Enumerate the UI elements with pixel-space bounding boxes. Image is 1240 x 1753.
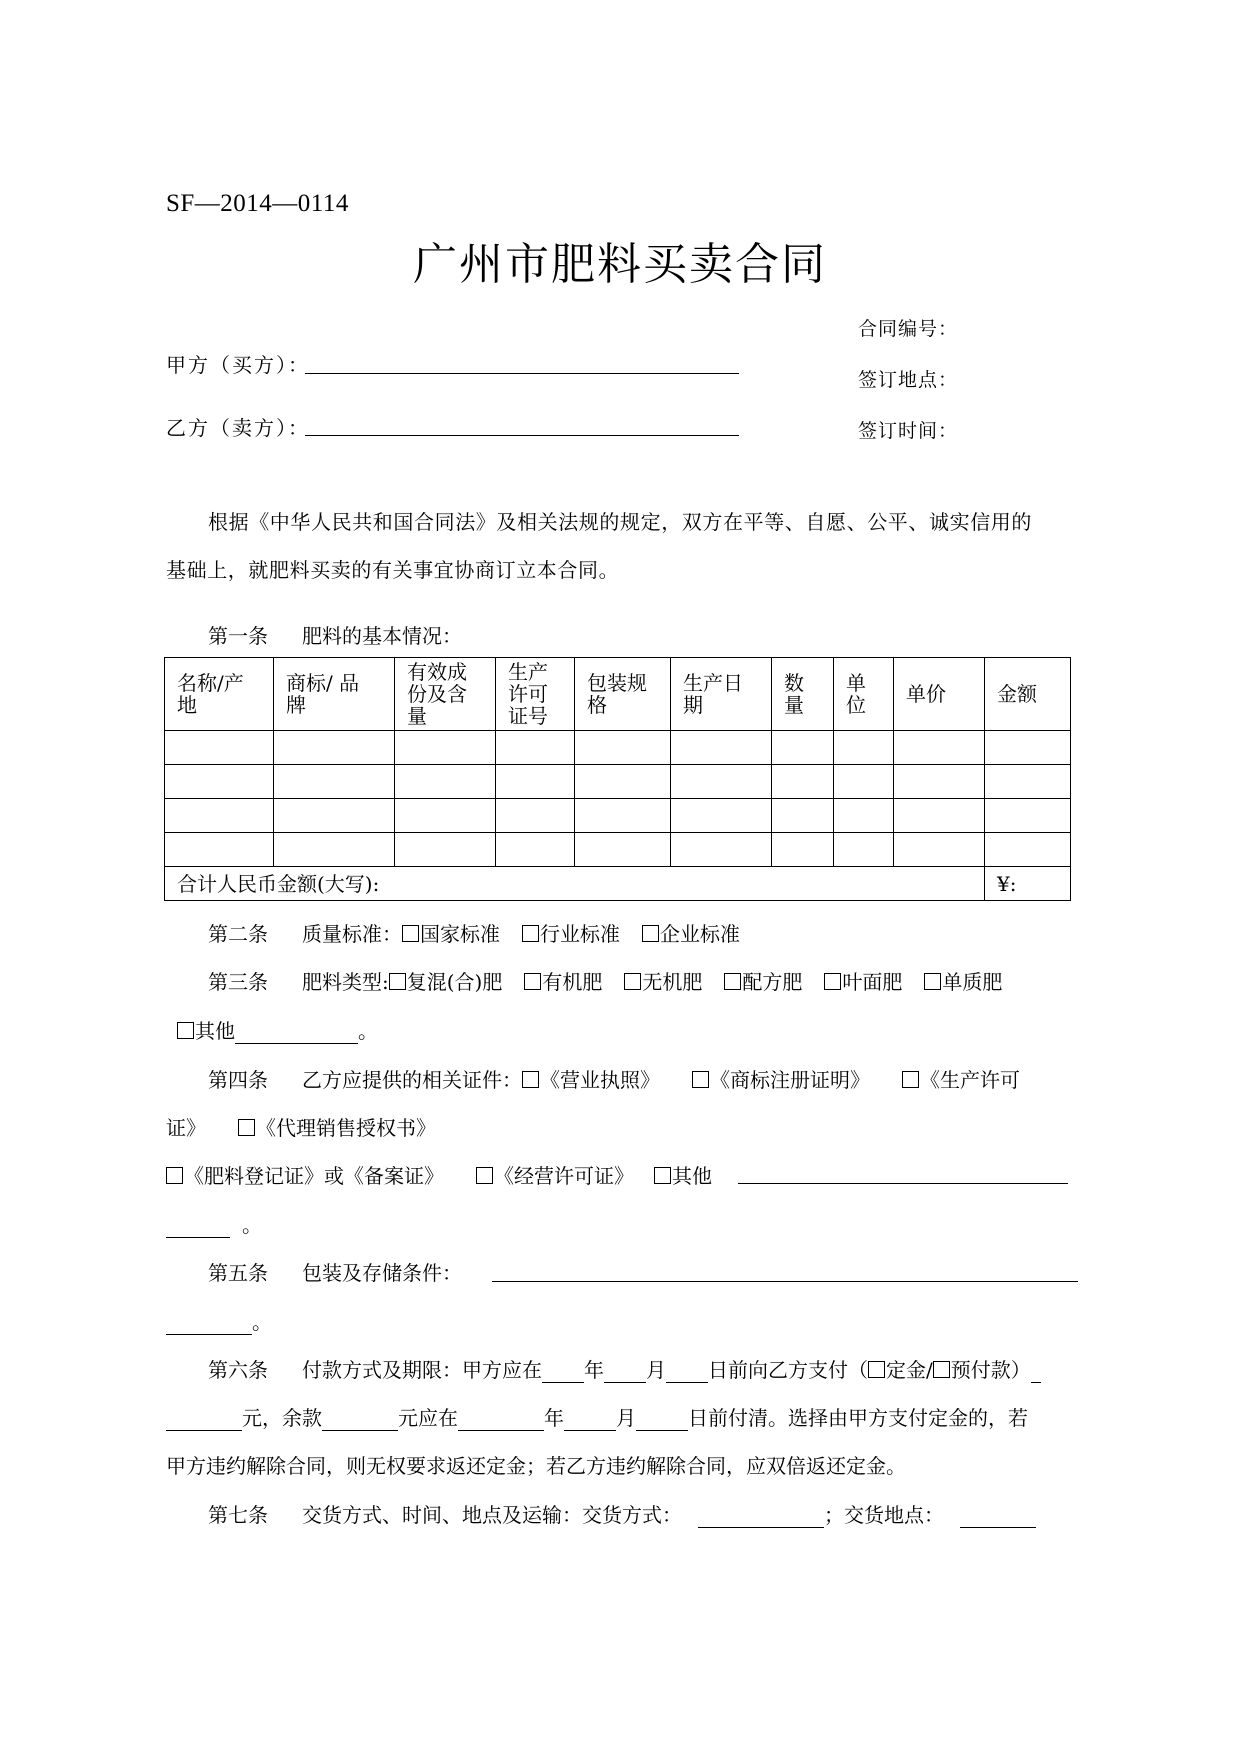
article-1-number: 第一条 xyxy=(208,624,268,648)
article-1 xyxy=(208,620,462,649)
contract-title: 广州市肥料买卖合同 xyxy=(413,239,827,290)
option-trademark: 《商标注册证明》 xyxy=(710,1068,870,1092)
article-4-line-2 xyxy=(166,1112,436,1141)
checkbox-industry-standard[interactable] xyxy=(522,925,539,942)
article-5-number: 第五条 xyxy=(208,1261,268,1285)
buyer-label: 甲方（买方）： xyxy=(166,353,310,377)
article-4-label: 乙方应提供的相关证件： xyxy=(302,1068,522,1092)
checkbox-production-license[interactable] xyxy=(902,1071,919,1088)
option-prepayment: 预付款） xyxy=(950,1358,1031,1382)
checkbox-deposit[interactable] xyxy=(868,1361,885,1378)
other-document-blank-cont[interactable] xyxy=(166,1215,230,1238)
article-2-number: 第二条 xyxy=(208,922,268,946)
balance-amount-blank[interactable] xyxy=(322,1408,398,1431)
checkbox-other-document[interactable] xyxy=(654,1167,671,1184)
pay-month-blank[interactable] xyxy=(604,1360,646,1383)
header-content: 有效成 份及含 量 xyxy=(395,658,496,731)
article-6-line-2 xyxy=(166,1402,1028,1431)
checkbox-agency-authorization[interactable] xyxy=(238,1119,255,1136)
checkbox-single[interactable] xyxy=(924,973,941,990)
article-5-line-2 xyxy=(166,1306,272,1335)
header-quantity: 数 量 xyxy=(772,658,834,731)
article-5-end: 。 xyxy=(252,1310,272,1334)
article-2 xyxy=(208,918,740,947)
header-amount: 金额 xyxy=(985,658,1071,731)
header-packaging: 包装规 格 xyxy=(575,658,671,731)
header-production-date: 生产日 期 xyxy=(671,658,772,731)
year-label: 年 xyxy=(584,1358,604,1382)
article-5 xyxy=(208,1257,462,1286)
option-industry-standard: 行业标准 xyxy=(540,922,620,946)
total-label: 合计人民币金额(大写): xyxy=(165,867,985,901)
year-label-2: 年 xyxy=(544,1406,564,1430)
article-4 xyxy=(208,1064,1020,1093)
table-total-row xyxy=(165,867,1071,901)
option-production-license: 《生产许可 xyxy=(920,1068,1020,1092)
preamble-line-2: 基础上，就肥料买卖的有关事宜协商订立本合同。 xyxy=(166,558,620,582)
seller-label: 乙方（卖方）： xyxy=(166,416,310,440)
checkbox-enterprise-standard[interactable] xyxy=(642,925,659,942)
checkbox-formula[interactable] xyxy=(724,973,741,990)
month-label-2: 月 xyxy=(616,1406,636,1430)
checkbox-prepayment[interactable] xyxy=(933,1361,950,1378)
article-5-label: 包装及存储条件： xyxy=(302,1261,462,1285)
balance-month-blank[interactable] xyxy=(564,1408,616,1431)
option-operating-license: 《经营许可证》 xyxy=(494,1164,634,1188)
preamble-line-1: 根据《中华人民共和国合同法》及相关法规的规定，双方在平等、自愿、公平、诚实信用的 xyxy=(208,510,1032,534)
article-6-text-1: 付款方式及期限：甲方应在 xyxy=(302,1358,542,1382)
article-7 xyxy=(208,1499,1036,1528)
article-3-end: 。 xyxy=(358,1019,378,1043)
checkbox-trademark[interactable] xyxy=(692,1071,709,1088)
option-compound: 复混(合)肥 xyxy=(406,970,503,994)
article-3-number: 第三条 xyxy=(208,970,268,994)
option-single: 单质肥 xyxy=(942,970,1003,994)
checkbox-foliar[interactable] xyxy=(824,973,841,990)
article-4-end: 。 xyxy=(242,1213,262,1237)
article-6-text-4: 日前付清。选择由甲方支付定金的，若 xyxy=(688,1406,1028,1430)
checkbox-operating-license[interactable] xyxy=(476,1167,493,1184)
article-2-label: 质量标准： xyxy=(302,922,402,946)
article-6-number: 第六条 xyxy=(208,1358,268,1382)
checkbox-compound[interactable] xyxy=(389,973,406,990)
prepay-amount-blank[interactable] xyxy=(166,1408,242,1431)
delivery-method-blank[interactable] xyxy=(698,1505,824,1528)
table-row xyxy=(165,799,1071,833)
option-foliar: 叶面肥 xyxy=(842,970,903,994)
balance-year-blank[interactable] xyxy=(458,1408,544,1431)
header-license: 生产 许可 证号 xyxy=(496,658,575,731)
article-6 xyxy=(208,1354,1041,1383)
checkbox-inorganic[interactable] xyxy=(624,973,641,990)
article-6-line-3: 甲方违约解除合同，则无权要求返还定金；若乙方违约解除合同，应双倍返还定金。 xyxy=(166,1454,906,1478)
pay-year-blank[interactable] xyxy=(542,1360,584,1383)
option-production-license-end: 证》 xyxy=(166,1116,206,1140)
checkbox-business-license[interactable] xyxy=(522,1071,539,1088)
article-7-label: 交货方式、时间、地点及运输：交货方式： xyxy=(302,1503,682,1527)
article-4-number: 第四条 xyxy=(208,1068,268,1092)
month-label: 月 xyxy=(646,1358,666,1382)
table-row xyxy=(165,765,1071,799)
checkbox-other-type[interactable] xyxy=(177,1022,194,1039)
header-brand: 商标/ 品 牌 xyxy=(274,658,395,731)
option-deposit: 定金/ xyxy=(886,1358,933,1382)
document-code: SF—2014—0114 xyxy=(166,190,349,217)
option-other-type: 其他 xyxy=(195,1019,235,1043)
header-unit-price: 单价 xyxy=(894,658,985,731)
balance-day-blank[interactable] xyxy=(636,1408,688,1431)
option-other-document: 其他 xyxy=(672,1164,712,1188)
option-formula: 配方肥 xyxy=(742,970,803,994)
option-enterprise-standard: 企业标准 xyxy=(660,922,740,946)
table-header-row xyxy=(165,658,1071,731)
option-inorganic: 无机肥 xyxy=(642,970,703,994)
packaging-condition-line[interactable] xyxy=(492,1281,1078,1282)
checkbox-registration[interactable] xyxy=(166,1167,183,1184)
pay-day-blank[interactable] xyxy=(666,1360,708,1383)
total-currency: ¥: xyxy=(985,867,1071,901)
packaging-condition-blank-cont[interactable] xyxy=(166,1312,252,1335)
checkbox-organic[interactable] xyxy=(524,973,541,990)
other-type-blank[interactable] xyxy=(235,1021,358,1044)
checkbox-national-standard[interactable] xyxy=(402,925,419,942)
article-7-number: 第七条 xyxy=(208,1503,268,1527)
delivery-place-blank[interactable] xyxy=(960,1505,1036,1528)
header-unit: 单 位 xyxy=(834,658,894,731)
article-6-text-2: 日前向乙方支付（ xyxy=(708,1358,868,1382)
option-agency-authorization: 《代理销售授权书》 xyxy=(256,1116,436,1140)
other-document-line[interactable] xyxy=(738,1183,1068,1184)
buyer-name-line[interactable] xyxy=(305,373,739,374)
option-registration: 《肥料登记证》或《备案证》 xyxy=(184,1164,444,1188)
article-4-line-4 xyxy=(166,1209,262,1238)
prepay-amount-blank-start[interactable] xyxy=(1031,1360,1041,1383)
header-name-origin: 名称/产 地 xyxy=(165,658,274,731)
table-row xyxy=(165,731,1071,765)
contract-number-label: 合同编号： xyxy=(858,318,959,340)
article-3-other xyxy=(177,1015,378,1044)
article-6-yuan: 元，余款 xyxy=(242,1406,322,1430)
article-1-text: 肥料的基本情况： xyxy=(302,624,462,648)
article-6-text-3: 元应在 xyxy=(398,1406,458,1430)
sign-place-label: 签订地点： xyxy=(858,369,959,391)
option-business-license: 《营业执照》 xyxy=(540,1068,660,1092)
seller-name-line[interactable] xyxy=(305,435,739,436)
article-4-line-3 xyxy=(166,1160,712,1189)
table-row xyxy=(165,833,1071,867)
article-3 xyxy=(208,966,1002,995)
option-national-standard: 国家标准 xyxy=(420,922,500,946)
article-3-label: 肥料类型: xyxy=(302,970,389,994)
fertilizer-table xyxy=(164,657,1071,901)
delivery-place-label: ；交货地点： xyxy=(824,1503,944,1527)
option-organic: 有机肥 xyxy=(542,970,603,994)
sign-time-label: 签订时间： xyxy=(858,420,959,442)
